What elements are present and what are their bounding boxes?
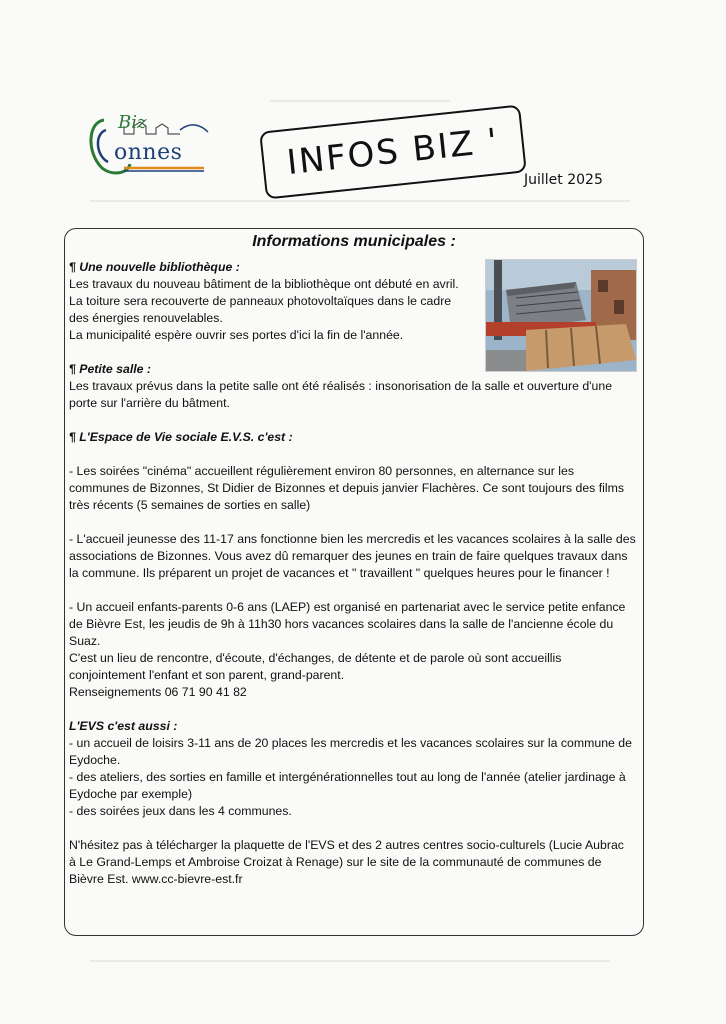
library-line: La toiture sera recouverte de panneaux photovoltaïques dans le cadre bbox=[69, 294, 452, 308]
library-line: des énergies renouvelables. bbox=[69, 311, 223, 325]
section-content bbox=[69, 259, 639, 888]
logo-name-text: onnes bbox=[114, 140, 183, 165]
footer-note-line: Bièvre Est. www.cc-bievre-est.fr bbox=[69, 872, 243, 886]
evs-also-heading: L'EVS c'est aussi : bbox=[69, 719, 178, 733]
evs-youth-line: la commune. Ils préparent un projet de vacances et " travaillent " quelques heures pour le financer ! bbox=[69, 566, 610, 580]
evs-cinema-line: - Les soirées "cinéma" accueillent régulièrement environ 80 personnes, en alternance sur les bbox=[69, 464, 574, 478]
evs-cinema-line: très récents (5 semaines de sorties en salle) bbox=[69, 498, 311, 512]
logo-biz-text: Biz bbox=[118, 112, 147, 133]
evs-laep-line: C'est un lieu de rencontre, d'écoute, d'échanges, de détente et de parole où sont accueillis bbox=[69, 651, 562, 665]
evs-heading: ¶ L'Espace de Vie sociale E.V.S. c'est : bbox=[69, 430, 293, 444]
evs-laep-line: - Un accueil enfants-parents 0-6 ans (LAEP) est organisé en partenariat avec le service petite enfance bbox=[69, 600, 626, 614]
municipal-info-box bbox=[64, 228, 644, 936]
evs-cinema-line: communes de Bizonnes, St Didier de Bizonnes et depuis janvier Flachères. Ce sont toujours des films bbox=[69, 481, 624, 495]
small-room-line: porte sur l'arrière du bâtment. bbox=[69, 396, 230, 410]
small-room-heading: ¶ Petite salle : bbox=[69, 362, 152, 376]
evs-youth-line: associations de Bizonnes. Vous avez dû remarquer des jeunes en train de faire quelques travaux dans bbox=[69, 549, 628, 563]
evs-youth-line: - L'accueil jeunesse des 11-17 ans fonctionne bien les mercredis et les vacances scolaires à la salle des bbox=[69, 532, 636, 546]
footer-note-line: N'hésitez pas à télécharger la plaquette de l'EVS et des 2 autres centres socio-culturels (Lucie Aubrac bbox=[69, 838, 624, 852]
library-heading: ¶ Une nouvelle bibliothèque : bbox=[69, 260, 240, 274]
library-line: Les travaux du nouveau bâtiment de la bibliothèque ont débuté en avril. bbox=[69, 277, 459, 291]
evs-laep-line: Suaz. bbox=[69, 634, 101, 648]
evs-laep-line: conjointement l'enfant et son parent, grand-parent. bbox=[69, 668, 345, 682]
evs-also-line: - des soirées jeux dans les 4 communes. bbox=[69, 804, 292, 818]
library-line: La municipalité espère ouvrir ses portes d'ici la fin de l'année. bbox=[69, 328, 404, 342]
newsletter-title-banner bbox=[259, 104, 527, 199]
evs-also-line: - un accueil de loisirs 3-11 ans de 20 places les mercredis et les vacances scolaires sur la commune de bbox=[69, 736, 632, 750]
footer-note-line: à Le Grand-Lemps et Ambroise Croizat à Renage) sur le site de la communauté de communes de bbox=[69, 855, 602, 869]
evs-also-line: Eydoche. bbox=[69, 753, 121, 767]
issue-date: Juillet 2025 bbox=[524, 172, 603, 188]
evs-phone-line: Renseignements 06 71 90 41 82 bbox=[69, 685, 247, 699]
evs-also-line: - des ateliers, des sorties en famille et intergénérationnelles tout au long de l'année (atelier jardinage à bbox=[69, 770, 626, 784]
evs-also-line: Eydoche par exemple) bbox=[69, 787, 193, 801]
small-room-line: Les travaux prévus dans la petite salle ont été réalisés : insonorisation de la salle et ouverture d'une bbox=[69, 379, 613, 393]
section-title: Informations municipales : bbox=[252, 233, 456, 250]
newsletter-title: INFOS BIZ ' bbox=[285, 120, 501, 184]
evs-laep-line: de Bièvre Est, les jeudis de 9h à 11h30 hors vacances scolaires dans la salle de l'ancienne école du bbox=[69, 617, 614, 631]
